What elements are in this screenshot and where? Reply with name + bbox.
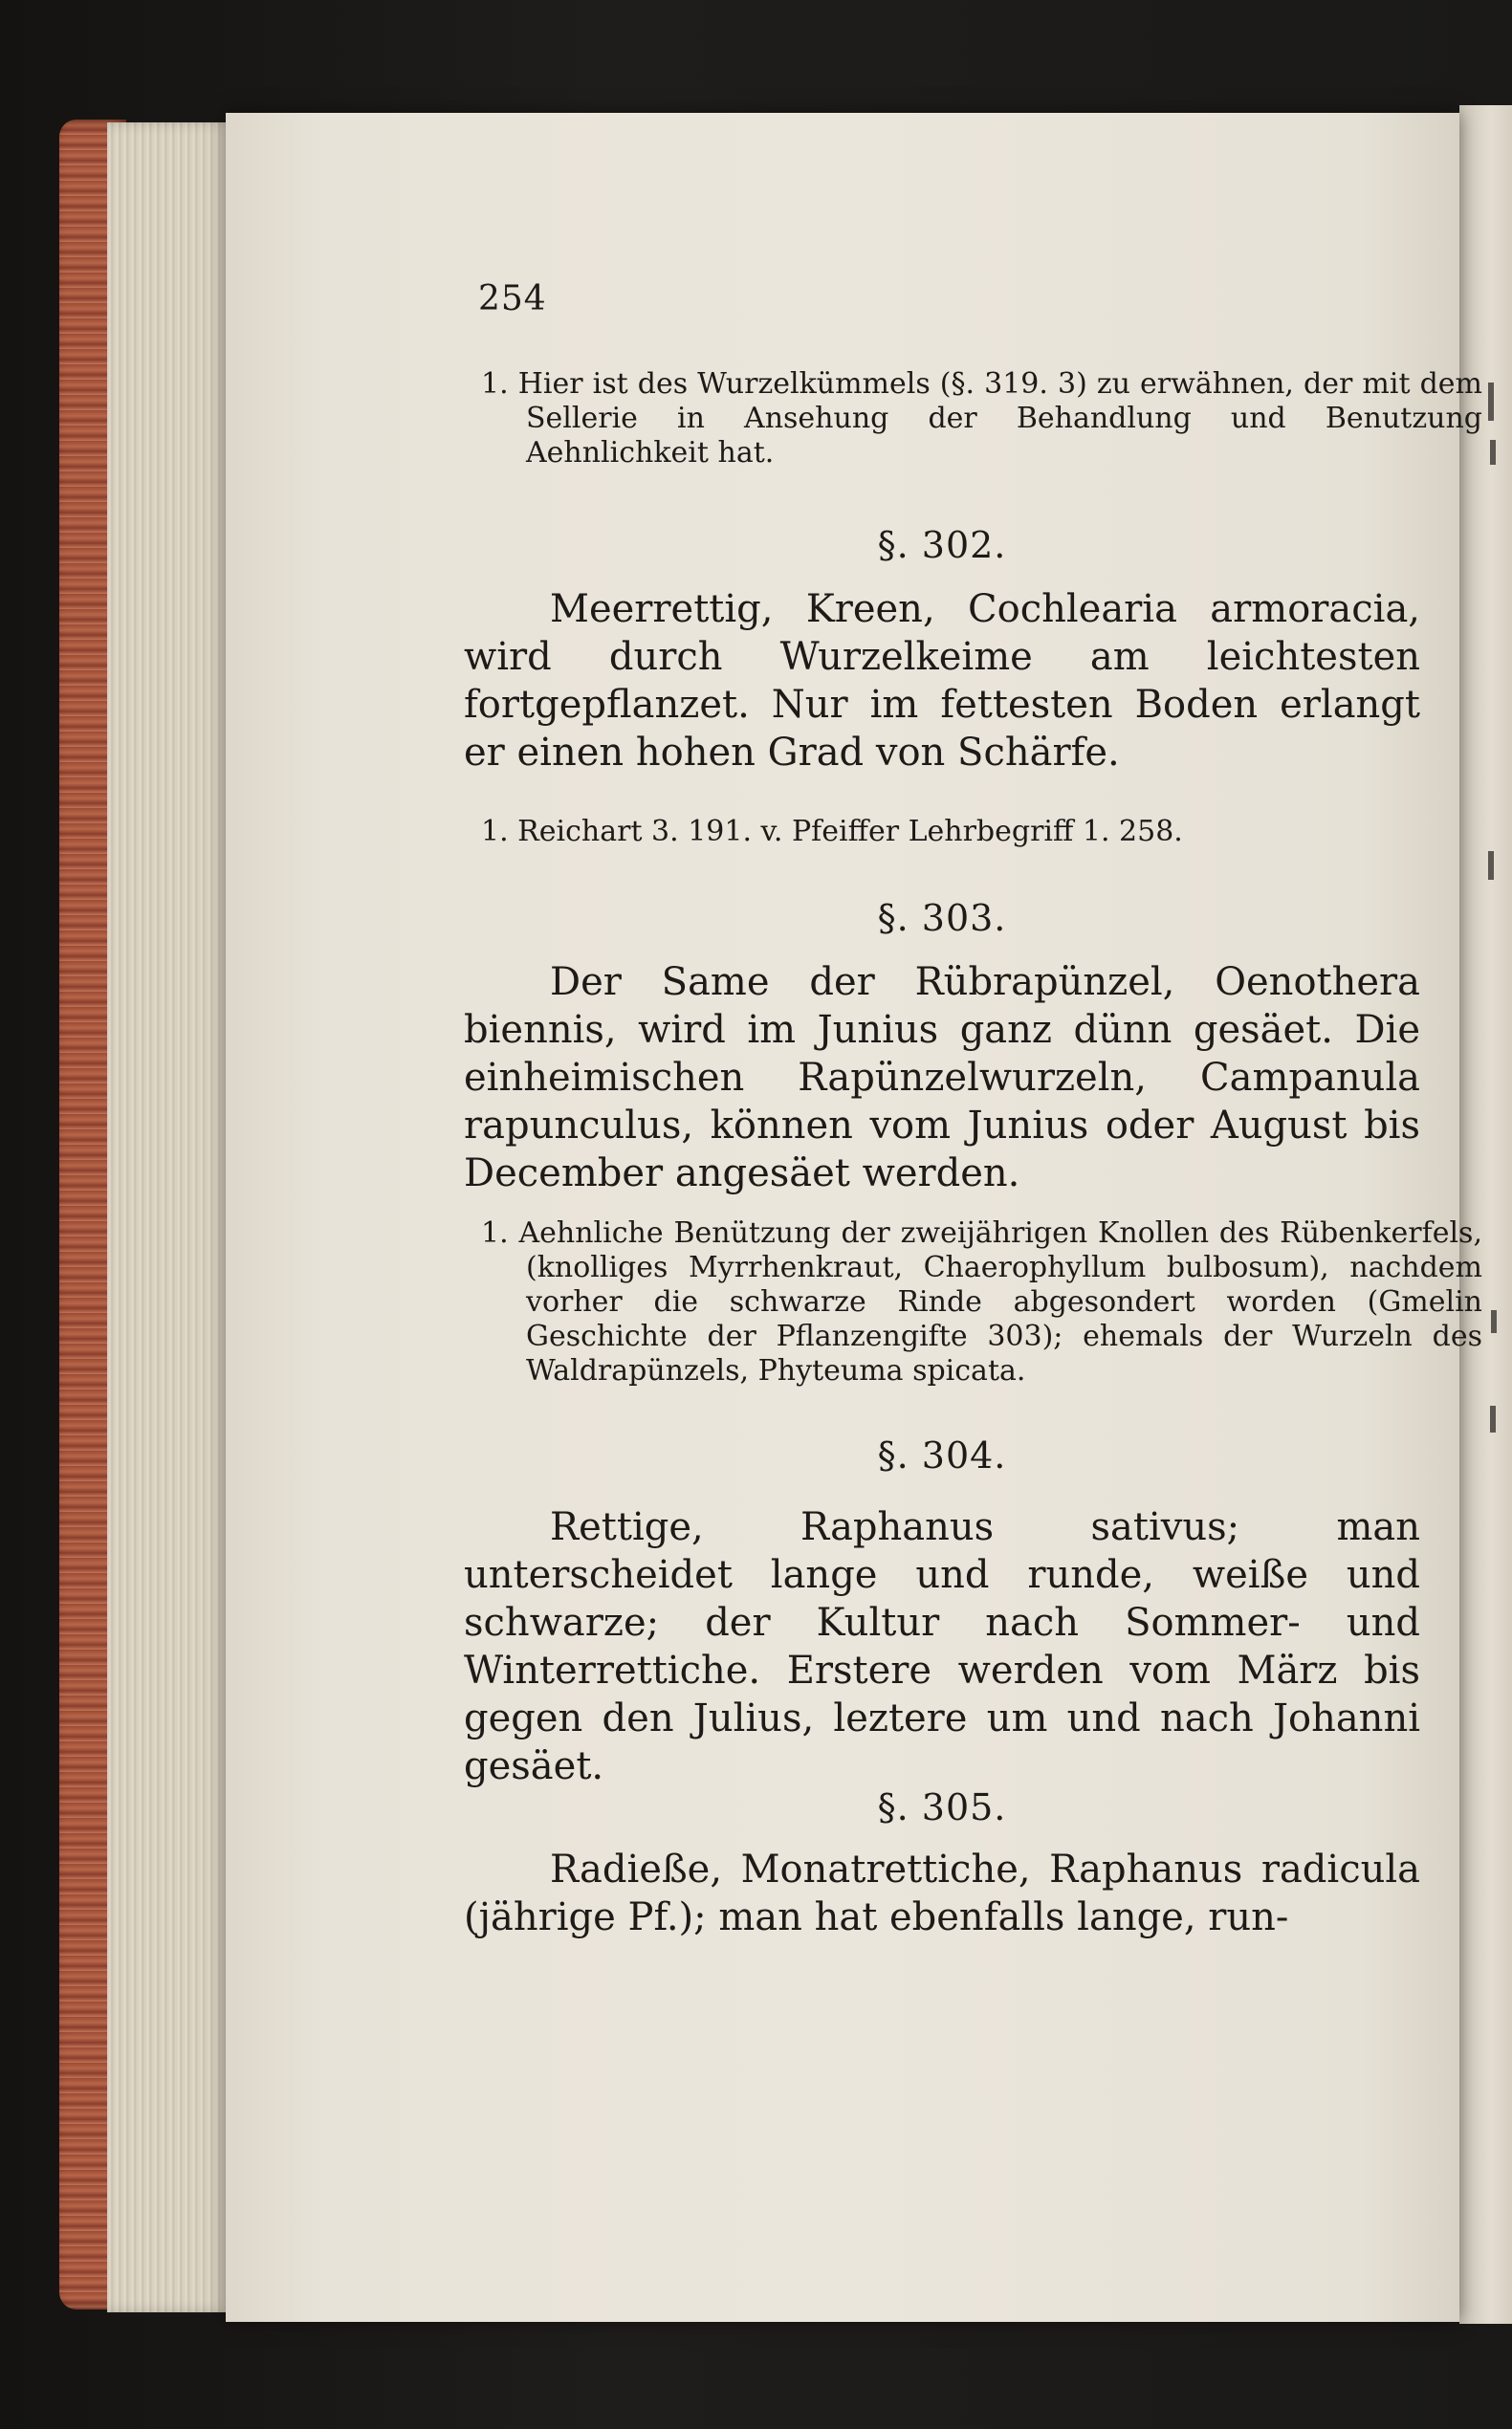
section-heading-302: §. 302. [877,524,1007,566]
section-body-304: Rettige, Raphanus sativus; man unterscheidet lange und runde, weiße und schwarze; der Kultur nach Sommer- und Winterrettiche. Erstere werden vom März bis gegen den Julius, leztere um und nach Johanni gesäet. [464,1505,1420,1788]
footnote-wurzelkuemmel: 1. Hier ist des Wurzelkümmels (§. 319. 3) zu erwähnen, der mit dem Sellerie in Ansehung der Behandlung und Benutzung Aehnlichkeit hat. [481,367,1482,470]
section-heading-303: §. 303. [877,897,1007,939]
section-body-302: Meerrettig, Kreen, Cochlearia armoracia, wird durch Wurzelkeime am leichtesten fortgepflanzet. Nur im fettesten Boden erlangt er einen hohen Grad von Schärfe. [464,587,1420,775]
page-number: 254 [478,279,547,318]
footnote-302: 1. Reichart 3. 191. v. Pfeiffer Lehrbegriff 1. 258. [481,815,1183,848]
section-heading-304: §. 304. [877,1434,1007,1477]
section-heading-305: §. 305. [877,1786,1007,1828]
section-body-305: Radieße, Monatrettiche, Raphanus radicula (jährige Pf.); man hat ebenfalls lange, run- [464,1848,1420,1939]
footnote-303: 1. Aehnliche Benützung der zweijährigen Knollen des Rübenkerfels, (knolliges Myrrhenkraut, Chaerophyllum bulbosum), nachdem vorher die schwarze Rinde abgesondert worden (Gmelin Geschichte der Pflanzengifte 303); ehemals der Wurzeln des Waldrapünzels, Phyteuma spicata. [481,1216,1482,1388]
section-body-303: Der Same der Rübrapünzel, Oenothera biennis, wird im Junius ganz dünn gesäet. Die einheimischen Rapünzelwurzeln, Campanula rapunculus, können vom Junius oder August bis December angesäet werden. [464,960,1420,1195]
page-stack-edges [107,122,241,2312]
